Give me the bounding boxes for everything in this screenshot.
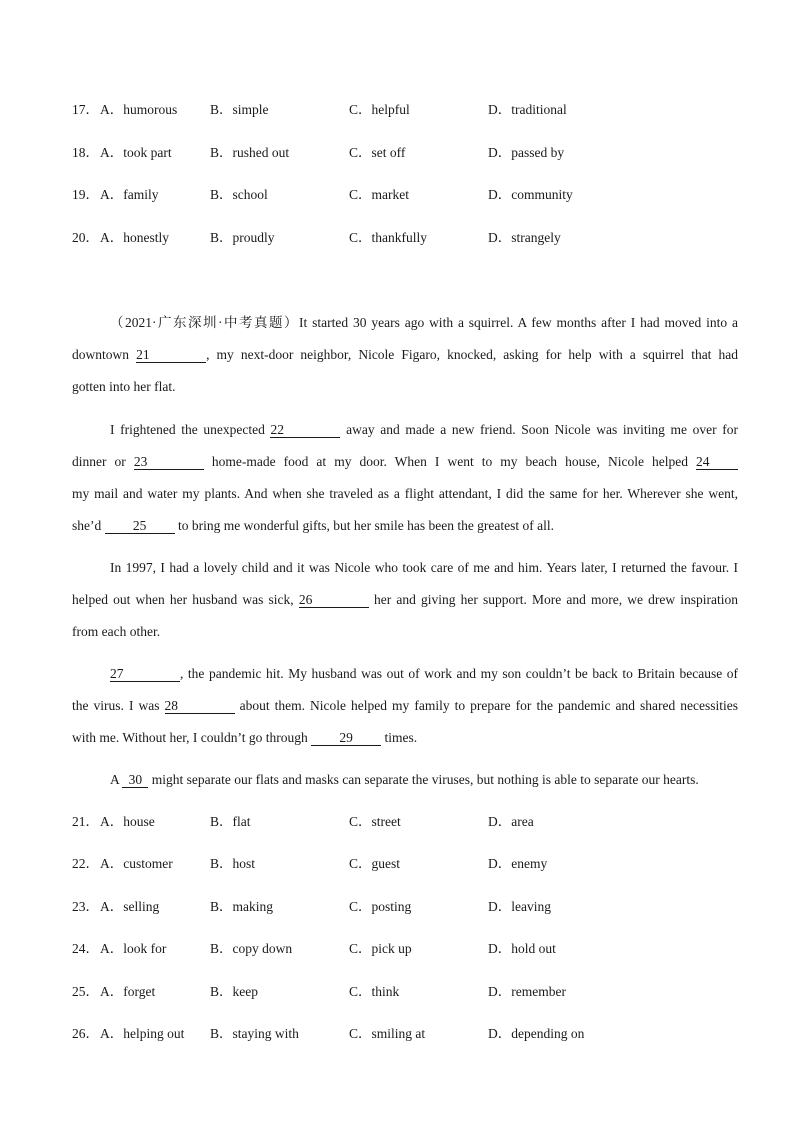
passage-line: [72, 484, 738, 504]
option-b: B．keep: [210, 984, 258, 999]
question-number: 17．: [72, 102, 99, 117]
blank-22: 22: [270, 422, 340, 438]
option-a: A．honestly: [100, 230, 169, 245]
passage-text: helped out when her husband was sick,: [72, 592, 294, 607]
passage-line: [110, 420, 738, 440]
option-b: B．host: [210, 856, 256, 871]
option-d: D．depending on: [488, 1026, 585, 1041]
option-c: C．street: [349, 814, 401, 829]
blank-25: 25: [105, 518, 175, 534]
question-number: 24．: [72, 941, 99, 956]
passage-text: , the pandemic hit. My husband was out of work and my son couldn’t be back to Britain because of: [180, 666, 738, 681]
passage-line: [110, 664, 738, 684]
passage-text: dinner or: [72, 454, 126, 469]
question-number: 22．: [72, 856, 99, 871]
option-c: C．posting: [349, 899, 412, 914]
option-b: B．copy down: [210, 941, 293, 956]
passage-line: [72, 696, 738, 716]
option-a: A．took part: [100, 145, 172, 160]
passage-text: with me. Without her, I couldn’t go through: [72, 730, 308, 745]
option-c: C．thankfully: [349, 230, 427, 245]
option-c: C．think: [349, 984, 400, 999]
passage-text: her and giving her support. More and more, we drew inspiration: [373, 592, 739, 607]
blank-21: 21: [136, 347, 206, 363]
blank-23: 23: [134, 454, 204, 470]
question-number: 18．: [72, 145, 99, 160]
option-d: D．hold out: [488, 941, 556, 956]
passage-text: downtown: [72, 347, 129, 362]
option-c: C．set off: [349, 145, 406, 160]
passage-line: [110, 770, 738, 790]
option-a: A．customer: [100, 856, 173, 871]
option-b: B．proudly: [210, 230, 275, 245]
option-b: B．making: [210, 899, 273, 914]
passage-text: she’d: [72, 518, 102, 533]
option-c: C．pick up: [349, 941, 412, 956]
option-d: D．traditional: [488, 102, 567, 117]
passage-text: home-made food at my door. When I went to my beach house, Nicole helped: [211, 454, 688, 469]
option-d: D．passed by: [488, 145, 565, 160]
question-number: 26．: [72, 1026, 99, 1041]
option-b: B．simple: [210, 102, 269, 117]
question-number: 21．: [72, 814, 99, 829]
question-number: 25．: [72, 984, 99, 999]
option-a: A．family: [100, 187, 159, 202]
passage-line: [72, 728, 738, 748]
passage-text: might separate our flats and masks can separate the viruses, but nothing is able to separate our hearts.: [151, 772, 699, 787]
option-d: D．community: [488, 187, 573, 202]
passage-text: It started 30 years ago with a squirrel. A few months after I had moved into a: [298, 315, 738, 330]
passage-text: the virus. I was: [72, 698, 160, 713]
option-d: D．area: [488, 814, 534, 829]
option-a: A．selling: [100, 899, 160, 914]
passage-text: to bring me wonderful gifts, but her smile has been the greatest of all.: [178, 518, 555, 533]
passage-text: away and made a new friend. Soon Nicole was inviting me over for: [346, 422, 739, 437]
passage-text: I frightened the unexpected: [110, 422, 265, 437]
option-c: C．market: [349, 187, 409, 202]
passage-line: [110, 313, 738, 333]
passage-line: [72, 452, 738, 472]
passage-line: [72, 516, 738, 536]
question-number: 19．: [72, 187, 99, 202]
passage-text: times.: [384, 730, 418, 745]
option-d: D．enemy: [488, 856, 548, 871]
option-b: B．school: [210, 187, 268, 202]
passage-text: about them. Nicole helped my family to prepare for the pandemic and shared necessities: [239, 698, 739, 713]
option-b: B．staying with: [210, 1026, 299, 1041]
passage-source: （2021·广东深圳·中考真题）: [110, 315, 299, 330]
option-d: D．strangely: [488, 230, 561, 245]
blank-24: 24: [696, 454, 738, 470]
passage-text: In 1997, I had a lovely child and it was Nicole who took care of me and him. Years later, I returned the favour. I: [110, 560, 738, 575]
passage-line: [72, 345, 738, 365]
question-number: 20．: [72, 230, 99, 245]
option-d: D．remember: [488, 984, 566, 999]
option-d: D．leaving: [488, 899, 551, 914]
passage-text: from each other.: [72, 624, 161, 639]
option-a: A．house: [100, 814, 155, 829]
option-a: A．humorous: [100, 102, 178, 117]
passage-line: [110, 558, 738, 578]
option-c: C．guest: [349, 856, 401, 871]
option-c: C．helpful: [349, 102, 410, 117]
blank-26: 26: [299, 592, 369, 608]
passage-line: [72, 590, 738, 610]
passage-line: [72, 377, 738, 397]
passage-text: , my next-door neighbor, Nicole Figaro, knocked, asking for help with a squirrel that had: [206, 347, 739, 362]
option-b: B．rushed out: [210, 145, 290, 160]
blank-30: 30: [122, 772, 148, 788]
blank-28: 28: [165, 698, 235, 714]
blank-29: 29: [311, 730, 381, 746]
question-number: 23．: [72, 899, 99, 914]
option-c: C．smiling at: [349, 1026, 426, 1041]
option-a: A．forget: [100, 984, 156, 999]
option-b: B．flat: [210, 814, 251, 829]
passage-line: [72, 622, 738, 642]
passage-text: gotten into her flat.: [72, 379, 176, 394]
passage-text: A: [110, 772, 120, 787]
passage-text: my mail and water my plants. And when she traveled as a flight attendant, I did the same for her. Wherever she went,: [72, 486, 738, 501]
option-a: A．helping out: [100, 1026, 185, 1041]
blank-27: 27: [110, 666, 180, 682]
option-a: A．look for: [100, 941, 167, 956]
